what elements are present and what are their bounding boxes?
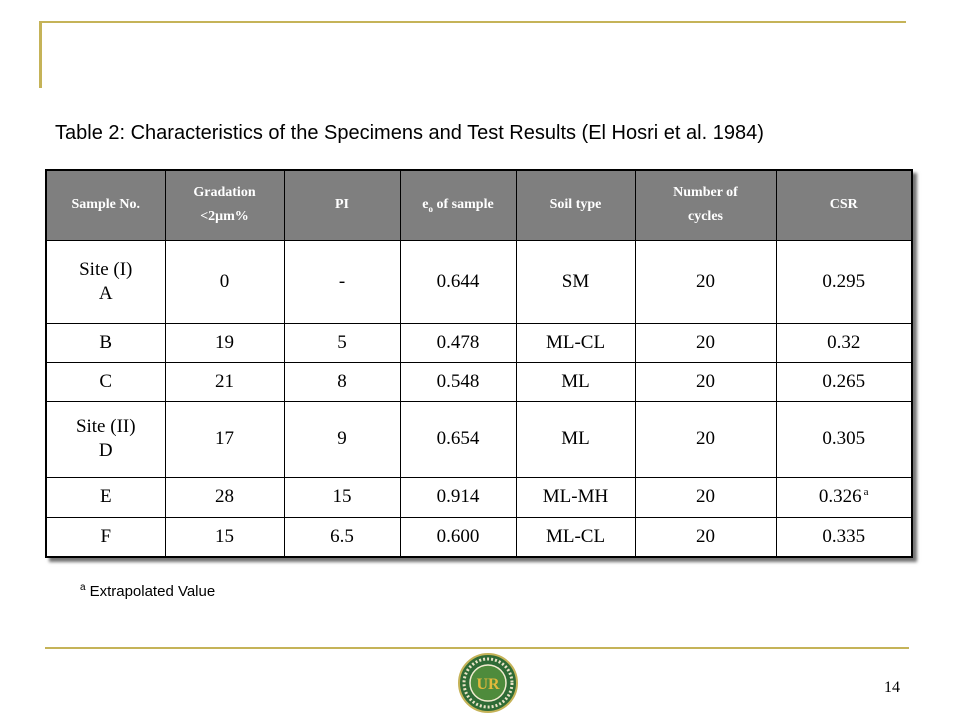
- csr-cell: 0.305: [776, 401, 912, 477]
- gradation-cell: 19: [165, 323, 284, 362]
- header-gradation-line2: <2μm%: [200, 209, 249, 225]
- cycles-cell: 20: [635, 401, 776, 477]
- csr-value: 0.326: [818, 486, 862, 507]
- pi-cell: 5: [284, 323, 400, 362]
- pi-cell: 15: [284, 477, 400, 517]
- sample-cell: [46, 401, 165, 477]
- header-csr: CSR: [776, 170, 912, 240]
- cycles-cell: 20: [635, 240, 776, 323]
- table-row: [46, 401, 912, 477]
- seal-monogram: UR: [476, 676, 500, 693]
- sample-cell: B: [46, 323, 165, 362]
- footnote-text: Extrapolated Value: [89, 583, 216, 600]
- soil-type-cell: ML-MH: [516, 477, 635, 517]
- sample-cell: F: [46, 517, 165, 557]
- gradation-cell: 28: [165, 477, 284, 517]
- void-ratio-cell: 0.644: [400, 240, 516, 323]
- header-cycles-line2: cycles: [688, 209, 723, 225]
- void-ratio-cell: 0.654: [400, 401, 516, 477]
- table-row: [46, 517, 912, 557]
- sample-cell: E: [46, 477, 165, 517]
- header-cycles-line1: Number of: [673, 185, 738, 201]
- site-label: Site (I): [79, 258, 133, 280]
- university-seal-icon: [457, 652, 519, 714]
- gradation-cell: 21: [165, 362, 284, 401]
- soil-type-cell: ML: [516, 362, 635, 401]
- pi-cell: 8: [284, 362, 400, 401]
- void-ratio-cell: 0.548: [400, 362, 516, 401]
- header-soil-type: Soil type: [516, 170, 635, 240]
- gradation-cell: 17: [165, 401, 284, 477]
- site-label: Site (II): [75, 416, 136, 437]
- soil-type-cell: ML-CL: [516, 323, 635, 362]
- sample-label: D: [98, 440, 113, 461]
- header-sample-no: Sample No.: [46, 170, 165, 240]
- sample-cell: C: [46, 362, 165, 401]
- header-gradation: [165, 170, 284, 240]
- soil-type-cell: ML: [516, 401, 635, 477]
- pi-cell: 9: [284, 401, 400, 477]
- cycles-cell: 20: [635, 477, 776, 517]
- header-gradation-line1: Gradation: [193, 185, 256, 201]
- header-void-ratio-suffix: of sample: [433, 197, 494, 213]
- footnote-mark: a: [80, 582, 86, 593]
- csr-cell: 0.335: [776, 517, 912, 557]
- void-ratio-cell: 0.478: [400, 323, 516, 362]
- soil-type-cell: SM: [516, 240, 635, 323]
- cycles-cell: 20: [635, 517, 776, 557]
- csr-cell: 0.32: [776, 323, 912, 362]
- pi-cell: -: [284, 240, 400, 323]
- header-void-ratio-symbol: e: [422, 197, 429, 213]
- gradation-cell: 0: [165, 240, 284, 323]
- pi-cell: 6.5: [284, 517, 400, 557]
- page-number: 14: [884, 679, 900, 696]
- top-accent-rule: [40, 21, 906, 23]
- left-accent-rule: [39, 21, 42, 88]
- table-row: [46, 240, 912, 323]
- sample-cell: [46, 240, 165, 323]
- header-void-ratio-subscript: o: [428, 204, 434, 215]
- void-ratio-cell: 0.600: [400, 517, 516, 557]
- table-row: [46, 477, 912, 517]
- footnote-marker: a: [863, 485, 869, 498]
- csr-cell: 0.295: [776, 240, 912, 323]
- csr-cell: [776, 477, 912, 517]
- table-header-row: [46, 170, 912, 240]
- header-cycles: [635, 170, 776, 240]
- csr-cell: 0.265: [776, 362, 912, 401]
- sample-label: A: [98, 282, 113, 304]
- table-footnote: [80, 582, 215, 602]
- slide-title: Table 2: Characteristics of the Specimens and Test Results (El Hosri et al. 1984): [55, 122, 764, 144]
- gradation-cell: 15: [165, 517, 284, 557]
- table-row: [46, 323, 912, 362]
- specimen-results-table: [45, 169, 913, 558]
- soil-type-cell: ML-CL: [516, 517, 635, 557]
- cycles-cell: 20: [635, 362, 776, 401]
- header-void-ratio: [400, 170, 516, 240]
- void-ratio-cell: 0.914: [400, 477, 516, 517]
- header-pi: PI: [284, 170, 400, 240]
- cycles-cell: 20: [635, 323, 776, 362]
- bottom-accent-rule: [45, 647, 909, 649]
- table-row: [46, 362, 912, 401]
